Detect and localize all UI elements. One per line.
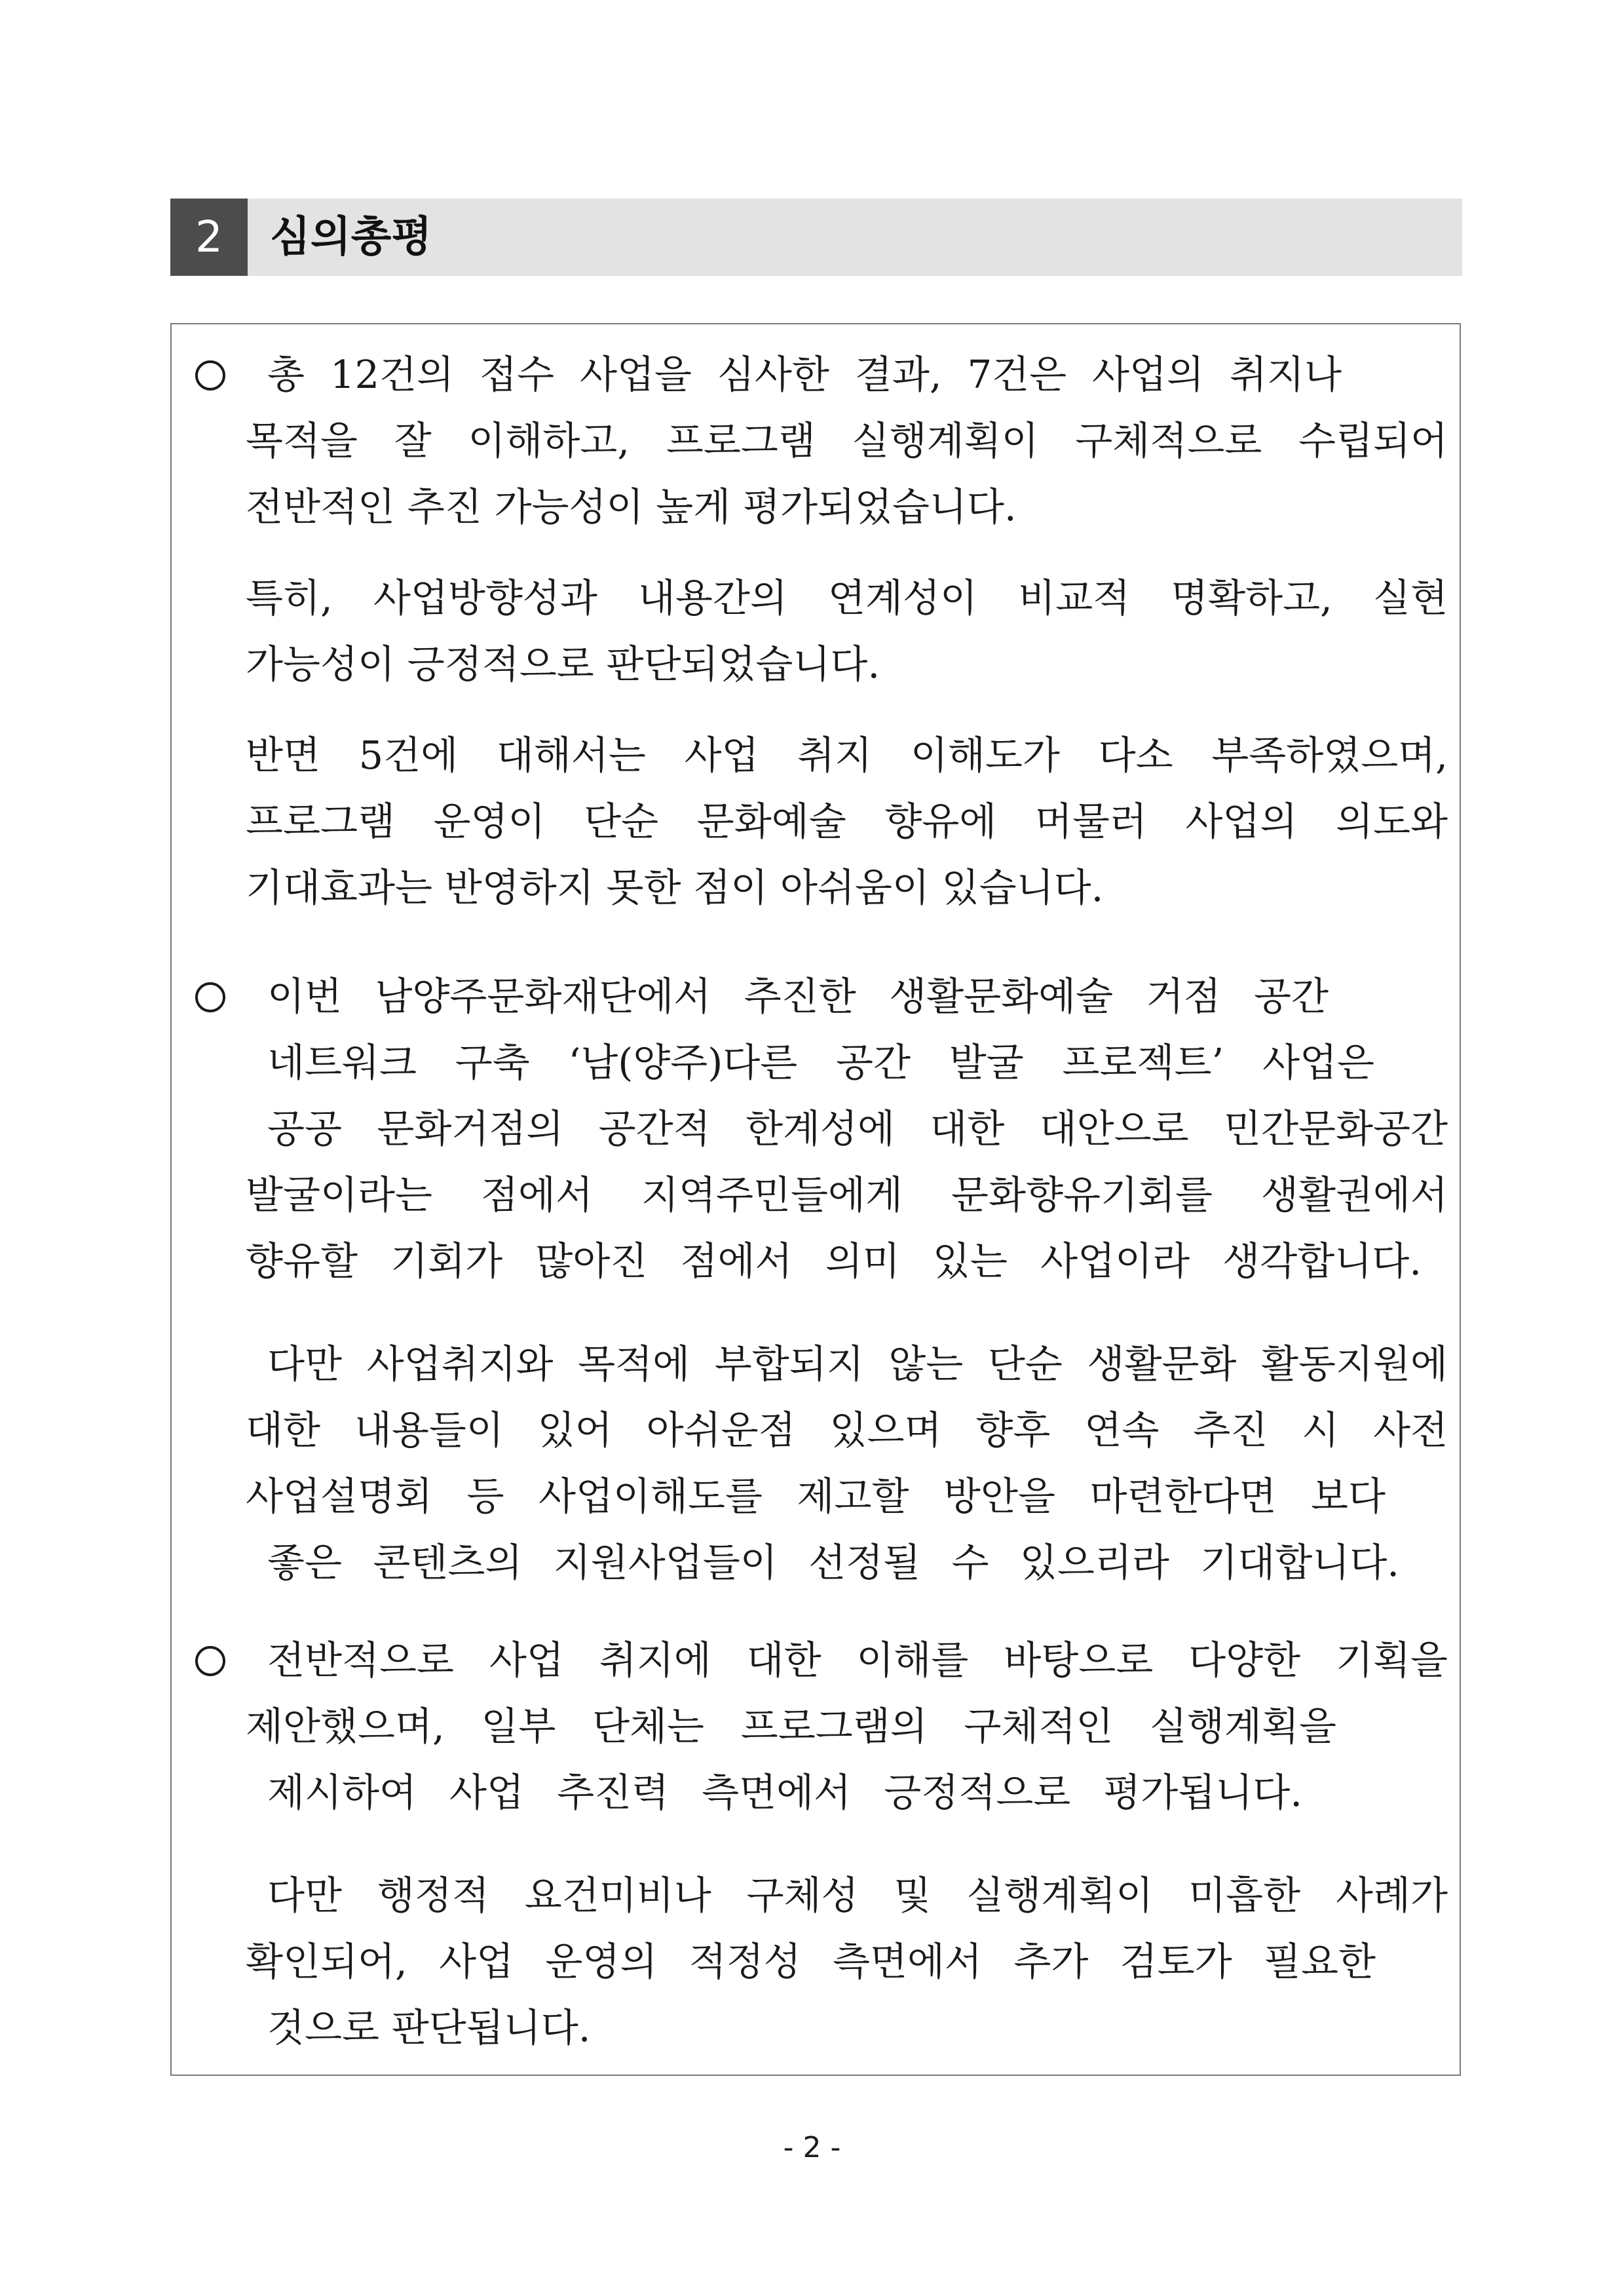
section-title: 심의총평	[270, 213, 432, 261]
page-number: - 2 -	[783, 2131, 841, 2164]
bullet-circle-icon	[195, 360, 225, 391]
text-line: 네트워크 구축 ‘남(양주)다른 공간 발굴 프로젝트’ 사업은	[267, 1040, 1374, 1085]
text-line: 확인되어, 사업 운영의 적정성 측면에서 추가 검토가 필요한	[246, 1939, 1376, 1984]
section-number: 2	[170, 199, 248, 276]
text-line: 제안했으며, 일부 단체는 프로그램의 구체적인 실행계획을	[246, 1704, 1336, 1749]
text-line: 프로그램 운영이 단순 문화예술 향유에 머물러 사업의 의도와	[246, 799, 1448, 844]
text-line: 다만 사업취지와 목적에 부합되지 않는 단순 생활문화 활동지원에	[267, 1341, 1448, 1387]
text-line: 다만 행정적 요건미비나 구체성 및 실행계획이 미흡한 사례가	[267, 1873, 1448, 1918]
text-line: 전반적으로 사업 취지에 대한 이해를 바탕으로 다양한 기획을	[267, 1637, 1448, 1683]
text-line: 특히, 사업방향성과 내용간의 연계성이 비교적 명확하고, 실현	[246, 575, 1448, 621]
text-line: 이번 남양주문화재단에서 추진한 생활문화예술 거점 공간	[267, 974, 1329, 1019]
text-line: 반면 5건에 대해서는 사업 취지 이해도가 다소 부족하였으며,	[246, 733, 1448, 778]
bullet-circle-icon	[195, 982, 225, 1012]
text-line: 대한 내용들이 있어 아쉬운점 있으며 향후 연속 추진 시 사전	[246, 1407, 1448, 1453]
text-line: 것으로 판단됩니다.	[267, 2005, 591, 2050]
text-line: 가능성이 긍정적으로 판단되었습니다.	[246, 641, 880, 687]
text-line: 전반적인 추진 가능성이 높게 평가되었습니다.	[246, 484, 1017, 529]
text-line: 제시하여 사업 추진력 측면에서 긍정적으로 평가됩니다.	[267, 1770, 1302, 1815]
text-line: 공공 문화거점의 공간적 한계성에 대한 대안으로 민간문화공간	[267, 1106, 1448, 1151]
text-line: 목적을 잘 이해하고, 프로그램 실행계획이 구체적으로 수립되어	[246, 418, 1448, 463]
bullet-circle-icon	[195, 1646, 225, 1676]
text-line: 발굴이라는 점에서 지역주민들에게 문화향유기회를 생활권에서	[246, 1172, 1448, 1217]
text-line: 향유할 기회가 많아진 점에서 의미 있는 사업이라 생각합니다.	[246, 1238, 1422, 1284]
text-line: 좋은 콘텐츠의 지원사업들이 선정될 수 있으리라 기대합니다.	[267, 1540, 1399, 1585]
section-header	[170, 199, 1462, 276]
text-line: 기대효과는 반영하지 못한 점이 아쉬움이 있습니다.	[246, 865, 1104, 910]
text-line: 사업설명회 등 사업이해도를 제고할 방안을 마련한다면 보다	[246, 1474, 1386, 1519]
text-line: 총 12건의 접수 사업을 심사한 결과, 7건은 사업의 취지나	[267, 352, 1342, 397]
